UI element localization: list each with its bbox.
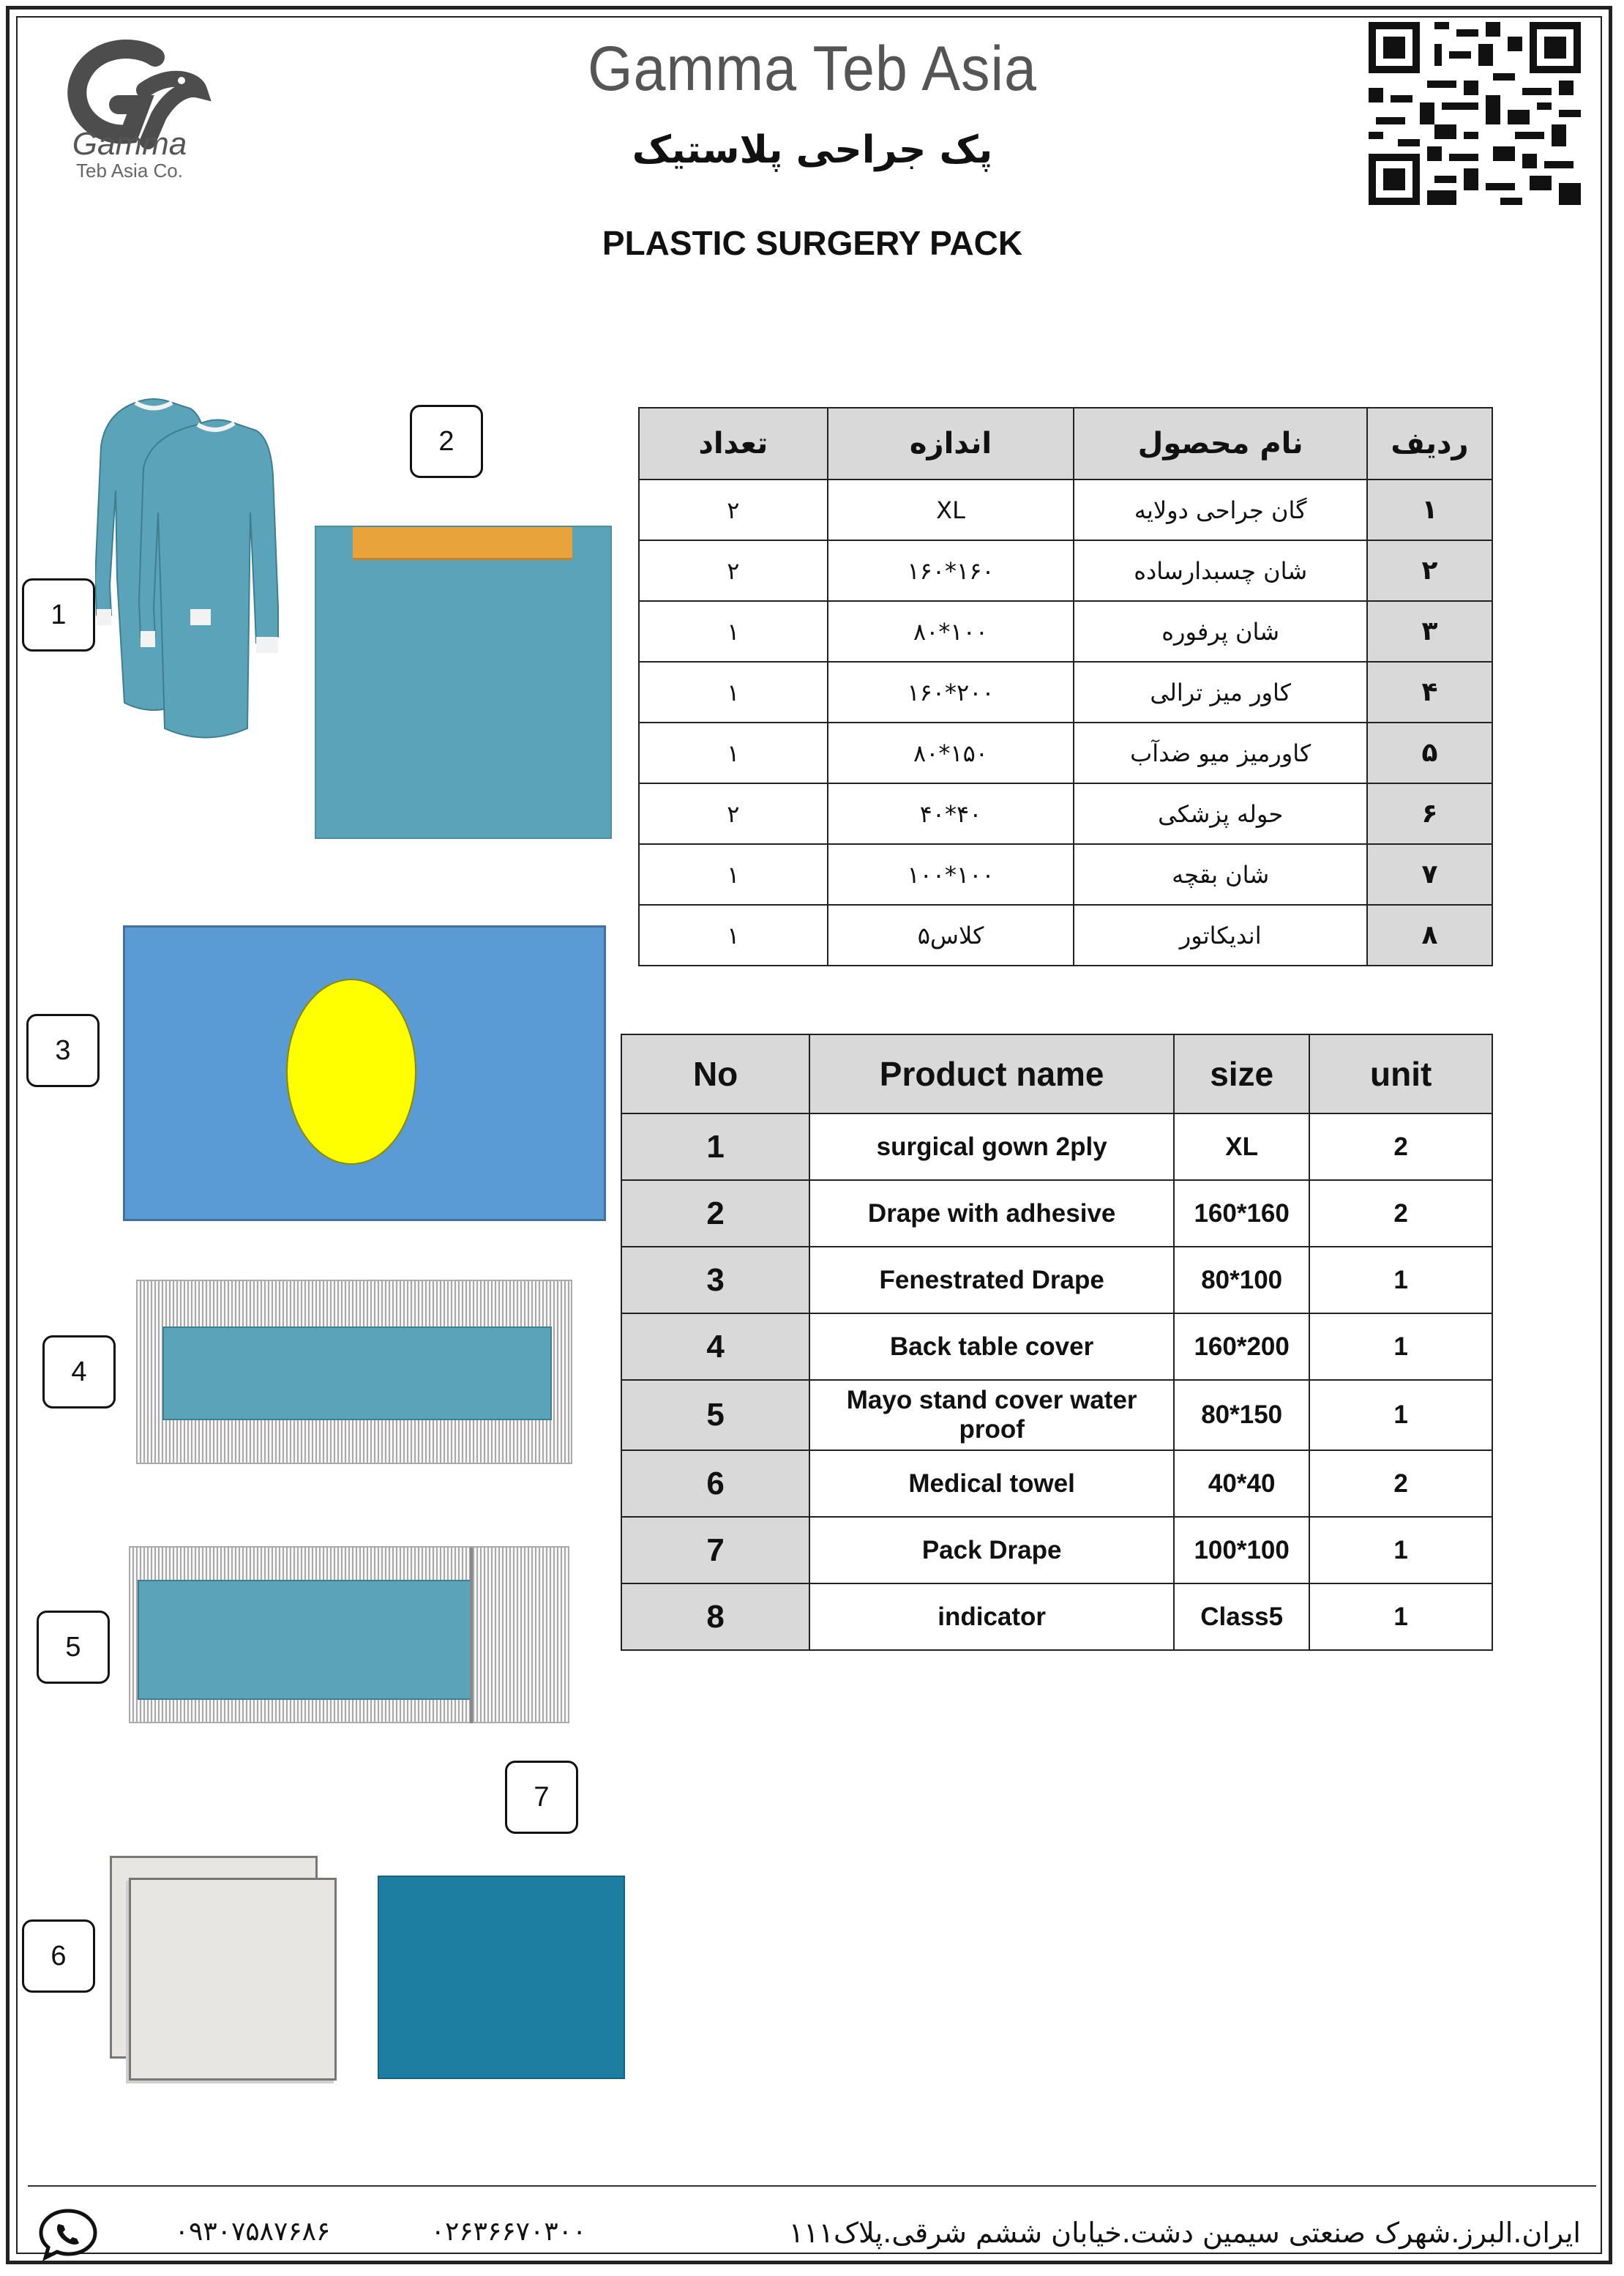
table-row: [639, 783, 1492, 844]
table-cell: ۴: [1367, 662, 1492, 723]
table-cell: ۵: [1367, 723, 1492, 783]
table-row: [621, 1517, 1492, 1583]
table-row: [639, 480, 1492, 540]
table-cell: 80*150: [1174, 1380, 1309, 1450]
medical-towel-front-image: [129, 1878, 337, 2081]
table-cell: 1: [1309, 1247, 1492, 1313]
table-row: [621, 1583, 1492, 1650]
table-cell: ۱: [639, 601, 828, 662]
table-cell: ۱: [639, 723, 828, 783]
mayo-cover-panel: [138, 1580, 473, 1700]
column-header: size: [1174, 1034, 1309, 1113]
table-cell: ۷: [1367, 844, 1492, 905]
table-cell: 2: [621, 1180, 809, 1247]
table-cell: ۴۰*۴۰: [828, 783, 1074, 844]
table-cell: شان بقچه: [1074, 844, 1367, 905]
table-cell: Mayo stand cover water proof: [809, 1380, 1174, 1450]
table-row: [639, 844, 1492, 905]
table-row: [639, 601, 1492, 662]
table-cell: indicator: [809, 1583, 1174, 1650]
table-cell: حوله پزشکی: [1074, 783, 1367, 844]
table-cell: Back table cover: [809, 1313, 1174, 1380]
table-cover-panel: [162, 1327, 552, 1420]
logo-subtext: Teb Asia Co.: [76, 160, 183, 182]
table-cell: 7: [621, 1517, 809, 1583]
table-cell: کلاس۵: [828, 905, 1074, 966]
footer-address: ایران.البرز.شهرک صنعتی سیمین دشت.خیابان ششم شرقی.پلاک۱۱۱: [788, 2217, 1581, 2249]
table-cell: ۲: [639, 480, 828, 540]
back-table-cover-image: [136, 1280, 572, 1464]
item-label-7: 7: [505, 1761, 578, 1834]
fenestrated-drape-image: [123, 925, 606, 1221]
adhesive-strip: [353, 527, 572, 560]
table-cell: ۱۵۰*۸۰: [828, 723, 1074, 783]
pack-drape-image: [378, 1876, 625, 2079]
table-cell: ۱: [639, 662, 828, 723]
item-label-3: 3: [26, 1014, 100, 1087]
table-cell: Fenestrated Drape: [809, 1247, 1174, 1313]
table-header-row: [621, 1034, 1492, 1113]
table-cell: ۱: [1367, 480, 1492, 540]
table-cell: ۸: [1367, 905, 1492, 966]
title-english: PLASTIC SURGERY PACK: [602, 224, 1023, 262]
item-label-2: 2: [410, 405, 483, 478]
table-cell: 160*200: [1174, 1313, 1309, 1380]
column-header: No: [621, 1034, 809, 1113]
item-label-4: 4: [42, 1335, 116, 1408]
table-row: [621, 1247, 1492, 1313]
table-cell: 1: [1309, 1583, 1492, 1650]
table-cell: ۲۰۰*۱۶۰: [828, 662, 1074, 723]
column-header: اندازه: [828, 408, 1074, 480]
table-cell: گان جراحی دولایه: [1074, 480, 1367, 540]
table-cell: ۲: [639, 783, 828, 844]
table-cell: ۱۰۰*۱۰۰: [828, 844, 1074, 905]
table-header-row: [639, 408, 1492, 480]
table-cell: اندیکاتور: [1074, 905, 1367, 966]
table-cell: 2: [1309, 1180, 1492, 1247]
table-cell: ۲: [1367, 540, 1492, 601]
table-cell: 80*100: [1174, 1247, 1309, 1313]
surgical-gown-image: [95, 395, 300, 739]
table-cell: 100*100: [1174, 1517, 1309, 1583]
table-cell: شان چسبدارساده: [1074, 540, 1367, 601]
table-cell: 1: [1309, 1313, 1492, 1380]
table-cell: ۱: [639, 905, 828, 966]
table-row: [639, 662, 1492, 723]
table-cell: 160*160: [1174, 1180, 1309, 1247]
table-row: [621, 1380, 1492, 1450]
logo-text: Gamma: [72, 126, 187, 162]
table-row: [639, 905, 1492, 966]
table-cell: ۱: [639, 844, 828, 905]
column-header: Product name: [809, 1034, 1174, 1113]
table-cell: surgical gown 2ply: [809, 1113, 1174, 1180]
column-header: نام محصول: [1074, 408, 1367, 480]
footer-mobile: ۰۹۳۰۷۵۸۷۶۸۶: [174, 2217, 331, 2247]
table-cell: ۲: [639, 540, 828, 601]
table-cell: XL: [828, 480, 1074, 540]
table-row: [621, 1180, 1492, 1247]
column-header: ردیف: [1367, 408, 1492, 480]
table-cell: ۳: [1367, 601, 1492, 662]
table-cell: 3: [621, 1247, 809, 1313]
table-cell: 2: [1309, 1450, 1492, 1517]
table-cell: کاور میز ترالی: [1074, 662, 1367, 723]
item-label-1: 1: [22, 578, 95, 652]
adhesive-drape-image: [315, 526, 612, 839]
table-cell: XL: [1174, 1113, 1309, 1180]
table-cell: شان پرفوره: [1074, 601, 1367, 662]
english-product-table: [621, 1034, 1493, 1651]
table-cell: 2: [1309, 1113, 1492, 1180]
table-cell: 4: [621, 1313, 809, 1380]
fenestration-hole: [286, 979, 416, 1165]
table-cell: ۱۰۰*۸۰: [828, 601, 1074, 662]
item-label-6: 6: [22, 1919, 95, 1993]
column-header: unit: [1309, 1034, 1492, 1113]
footer-phone: ۰۲۶۳۶۶۷۰۳۰۰: [430, 2217, 587, 2247]
table-row: [639, 723, 1492, 783]
table-cell: کاورمیز میو ضدآب: [1074, 723, 1367, 783]
table-cell: 5: [621, 1380, 809, 1450]
table-row: [639, 540, 1492, 601]
table-cell: Drape with adhesive: [809, 1180, 1174, 1247]
table-cell: ۱۶۰*۱۶۰: [828, 540, 1074, 601]
mayo-cover-seam: [470, 1548, 473, 1723]
table-row: [621, 1313, 1492, 1380]
table-cell: Class5: [1174, 1583, 1309, 1650]
table-cell: 1: [621, 1113, 809, 1180]
table-cell: Medical towel: [809, 1450, 1174, 1517]
brand-name: Gamma Teb Asia: [588, 34, 1037, 104]
mayo-stand-cover-image: [129, 1546, 569, 1723]
table-cell: 1: [1309, 1380, 1492, 1450]
footer-divider: [28, 2185, 1596, 2187]
table-cell: Pack Drape: [809, 1517, 1174, 1583]
whatsapp-icon: [35, 2205, 101, 2264]
table-row: [621, 1113, 1492, 1180]
table-cell: 1: [1309, 1517, 1492, 1583]
qr-code-icon: [1369, 22, 1581, 205]
table-cell: 40*40: [1174, 1450, 1309, 1517]
item-label-5: 5: [37, 1611, 110, 1684]
persian-product-table: [638, 407, 1493, 966]
table-row: [621, 1450, 1492, 1517]
title-persian: پک جراحی پلاستیک: [632, 128, 993, 172]
table-cell: 6: [621, 1450, 809, 1517]
column-header: تعداد: [639, 408, 828, 480]
table-cell: 8: [621, 1583, 809, 1650]
table-cell: ۶: [1367, 783, 1492, 844]
